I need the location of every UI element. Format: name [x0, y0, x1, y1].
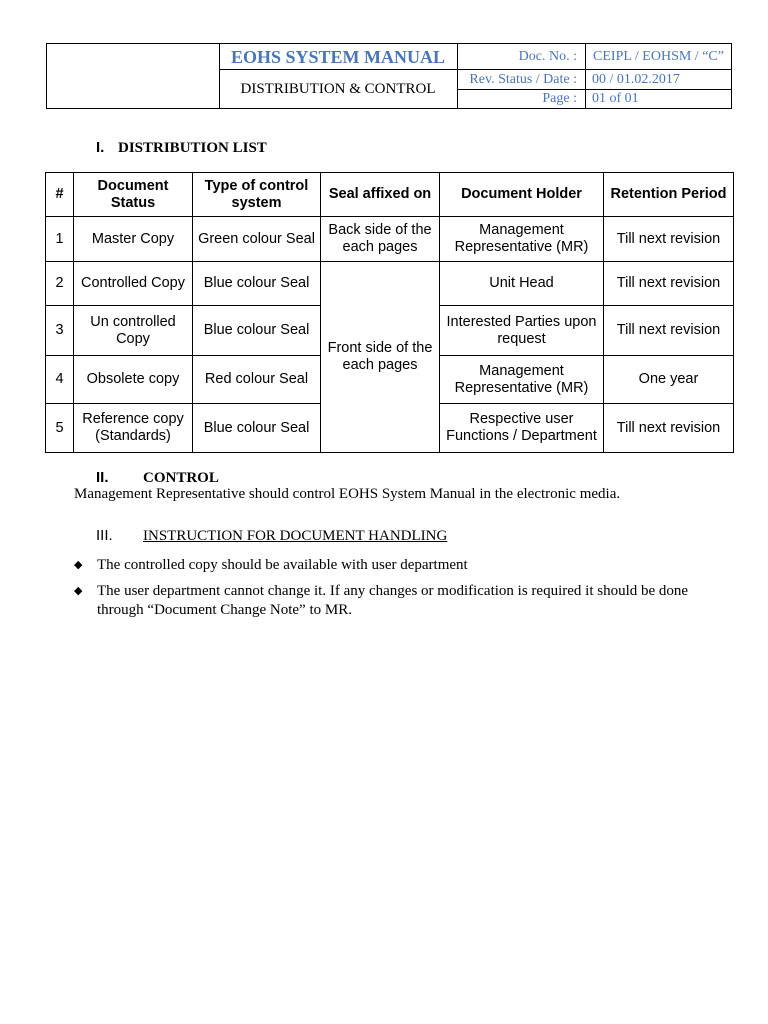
list-item — [74, 556, 724, 575]
document-header — [46, 43, 732, 109]
section-number: I. — [96, 139, 105, 156]
rev-row — [457, 70, 731, 90]
diamond-bullet-icon: ◆ — [74, 559, 83, 571]
retention-period: Till next revision — [604, 306, 734, 356]
document-holder: Interested Parties upon request — [440, 306, 604, 356]
control-paragraph: Management Representative should control EOHS System Manual in the electronic media. — [74, 486, 621, 502]
table-row — [46, 262, 734, 306]
column-header: # — [46, 173, 74, 217]
control-type: Blue colour Seal — [193, 306, 321, 356]
logo-area — [47, 44, 220, 108]
rev-label: Rev. Status / Date : — [469, 72, 577, 87]
control-type: Blue colour Seal — [193, 262, 321, 306]
section-title: DISTRIBUTION LIST — [118, 140, 267, 156]
control-type: Green colour Seal — [193, 217, 321, 262]
section-title: CONTROL — [143, 470, 219, 486]
document-holder: Management Representative (MR) — [440, 217, 604, 262]
document-status: Obsolete copy — [74, 356, 193, 404]
table-header-row — [46, 173, 734, 217]
retention-period: Till next revision — [604, 217, 734, 262]
section-distribution-heading — [96, 139, 267, 157]
page-row — [457, 90, 731, 108]
rev-value: 00 / 01.02.2017 — [585, 70, 731, 89]
page-label: Page : — [542, 91, 577, 106]
row-number: 5 — [46, 404, 74, 453]
section-number: III. — [96, 527, 113, 544]
document-status: Un controlled Copy — [74, 306, 193, 356]
column-header: Type of control system — [193, 173, 321, 217]
list-item — [74, 582, 724, 620]
section-control-heading — [96, 469, 219, 487]
document-status: Controlled Copy — [74, 262, 193, 306]
row-number: 4 — [46, 356, 74, 404]
section-number: II. — [96, 469, 109, 486]
table-row — [46, 217, 734, 262]
section-instruction-heading — [96, 527, 447, 545]
row-number: 3 — [46, 306, 74, 356]
control-type: Red colour Seal — [193, 356, 321, 404]
doc-no-value: CEIPL / EOHSM / “C” — [585, 44, 731, 69]
seal-affixed: Back side of the each pages — [321, 217, 440, 262]
retention-period: Till next revision — [604, 262, 734, 306]
seal-affixed: Front side of the each pages — [321, 262, 440, 453]
document-status: Reference copy (Standards) — [74, 404, 193, 453]
section-subtitle: DISTRIBUTION & CONTROL — [240, 81, 436, 97]
list-item-text: The controlled copy should be available with user department — [97, 557, 468, 573]
column-header: Document Status — [74, 173, 193, 217]
doc-no-label: Doc. No. : — [518, 49, 577, 64]
document-holder: Management Representative (MR) — [440, 356, 604, 404]
column-header: Document Holder — [440, 173, 604, 217]
title-box — [219, 44, 458, 108]
document-holder: Unit Head — [440, 262, 604, 306]
doc-no-row — [457, 44, 731, 70]
distribution-table — [45, 172, 734, 453]
section-title: INSTRUCTION FOR DOCUMENT HANDLING — [143, 528, 448, 544]
diamond-bullet-icon: ◆ — [74, 585, 83, 597]
row-number: 1 — [46, 217, 74, 262]
column-header: Seal affixed on — [321, 173, 440, 217]
column-header: Retention Period — [604, 173, 734, 217]
document-status: Master Copy — [74, 217, 193, 262]
retention-period: One year — [604, 356, 734, 404]
list-item-text: The user department cannot change it. If any changes or modification is required it should be done through “Document Change Note” to MR. — [97, 583, 689, 618]
instruction-list — [74, 556, 724, 627]
manual-title: EOHS SYSTEM MANUAL — [219, 44, 457, 70]
document-holder: Respective user Functions / Department — [440, 404, 604, 453]
page-value: 01 of 01 — [585, 90, 731, 108]
control-type: Blue colour Seal — [193, 404, 321, 453]
retention-period: Till next revision — [604, 404, 734, 453]
row-number: 2 — [46, 262, 74, 306]
